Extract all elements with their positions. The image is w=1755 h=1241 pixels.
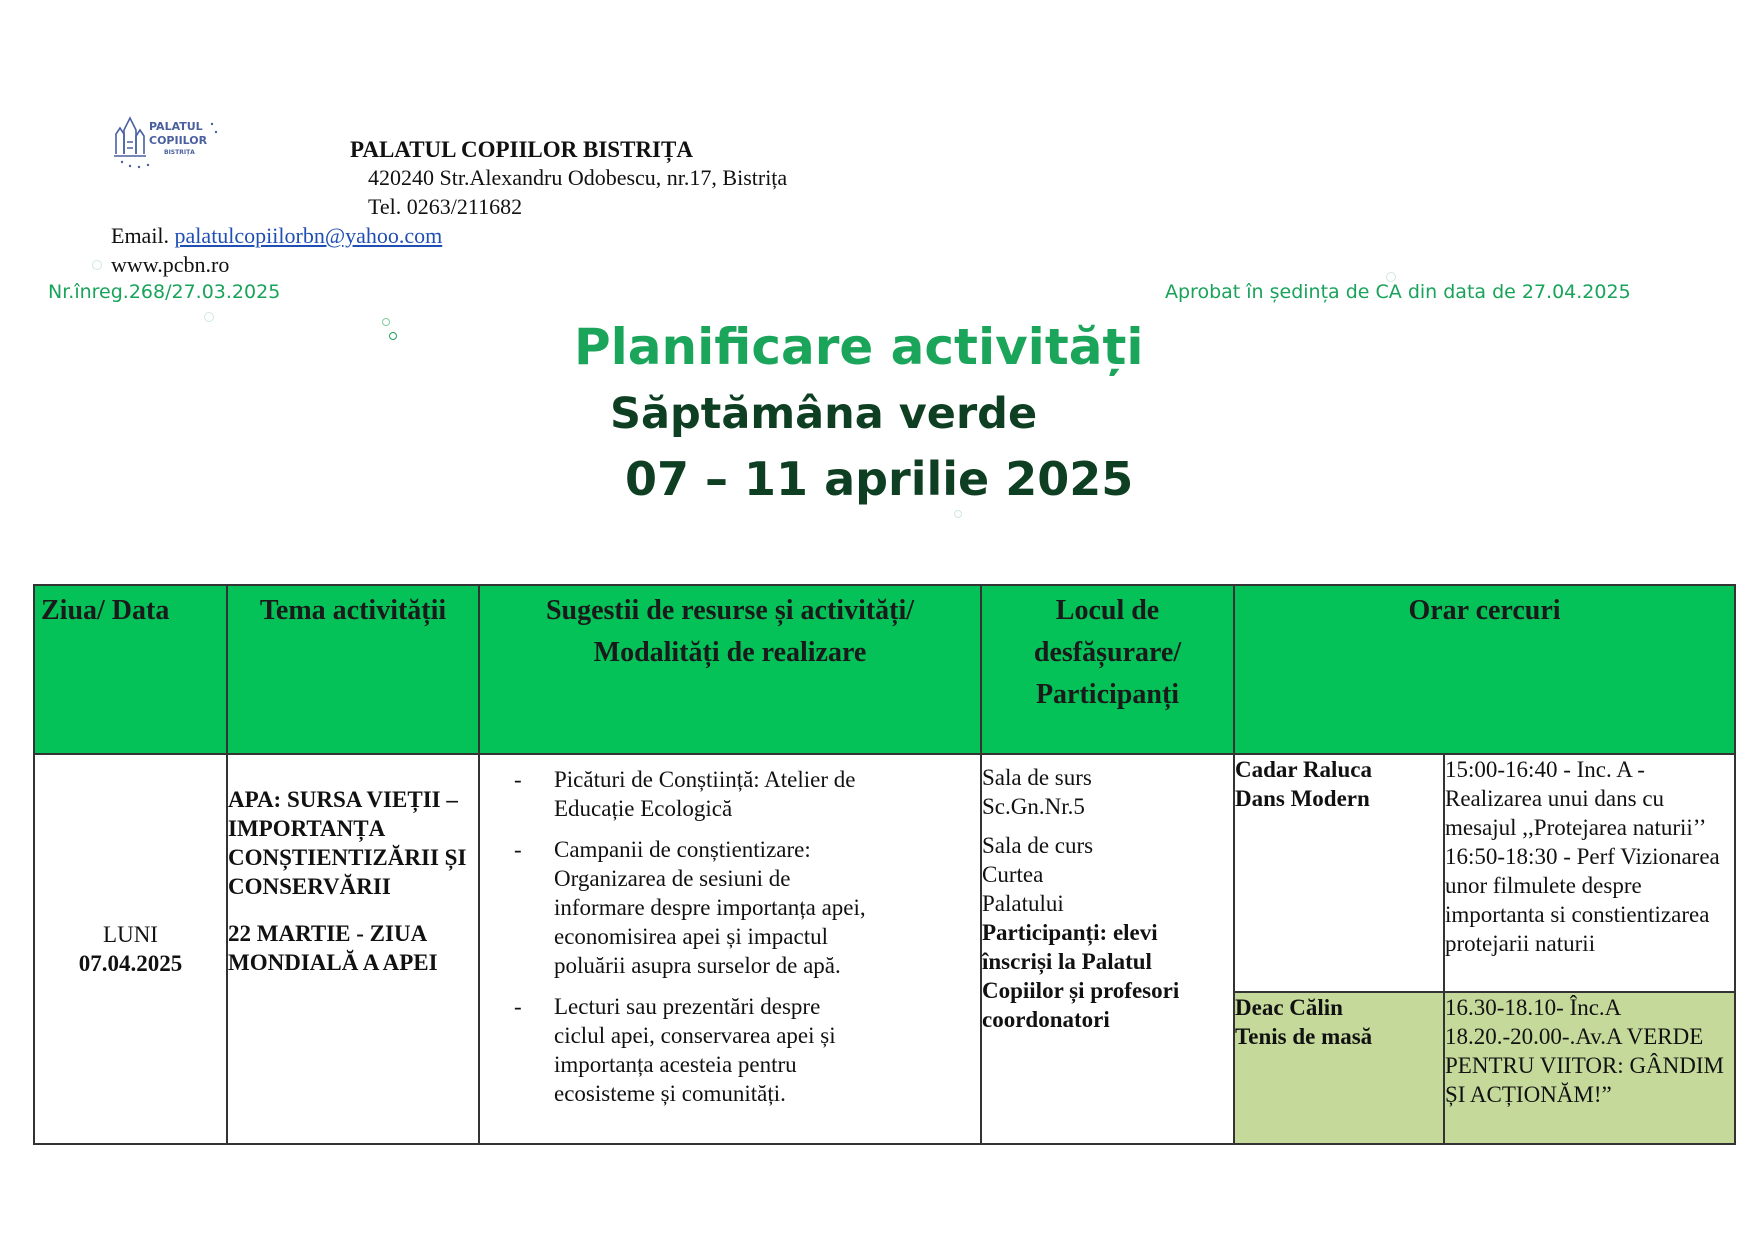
decorative-bubble [92, 260, 102, 270]
organization-phone: Tel. 0263/211682 [368, 194, 523, 219]
decorative-bubble [1386, 272, 1396, 282]
activities-cell [479, 754, 981, 1144]
list-item: - Campanii de conștientizare: Organizarea de sesiuni de informare despre importanța apei, economisirea apei și impactul poluării asupra surselor de apă. [554, 835, 869, 980]
club-teacher-name: Cadar Raluca [1235, 757, 1372, 782]
header-location-line3: Participanți [1035, 679, 1180, 710]
page-title: Planificare activități [574, 318, 1144, 376]
header-theme: Tema activității [227, 585, 479, 754]
header-location-line1: Locul de [1055, 595, 1160, 626]
header-resources [479, 585, 981, 754]
day-name: LUNI [103, 922, 158, 947]
club-discipline: Tenis de masă [1235, 1024, 1373, 1049]
location-line: Sala de surs [982, 765, 1092, 790]
organization-name: PALATUL COPIILOR BISTRIȚA [350, 137, 693, 162]
header-resources-line1: Sugestii de resurse și activități/ [545, 595, 915, 626]
location-line: Sc.Gn.Nr.5 [982, 794, 1085, 819]
theme-subtitle: 22 MARTIE - ZIUA MONDIALĂ A APEI [228, 921, 438, 975]
club-schedule-cell: 15:00-16:40 - Inc. A - Realizarea unui dans cu mesajul ,,Protejarea naturii’’ 16:50-18:30 - Perf Vizionarea unor filmulete despre importanta si constientizarea protejarii naturii [1444, 754, 1735, 992]
table-row [34, 754, 1735, 992]
decorative-bubble [954, 510, 962, 518]
club-teacher-name: Deac Călin [1235, 995, 1343, 1020]
website-url: www.pcbn.ro [111, 252, 230, 277]
day-date: 07.04.2025 [78, 951, 183, 976]
location-line: Palatului [982, 891, 1064, 916]
page-subtitle: Săptămâna verde [610, 389, 1038, 439]
list-item: - Picături de Conștiință: Atelier de Educație Ecologică [554, 765, 869, 823]
theme-title: APA: SURSA VIEȚII – IMPORTANȚA CONȘTIENTIZĂRII ȘI CONSERVĂRII [228, 787, 467, 899]
registration-number: Nr.înreg.268/27.03.2025 [48, 281, 281, 303]
date-range: 07 – 11 aprilie 2025 [625, 452, 1134, 506]
decorative-bubble [382, 318, 390, 326]
club-teacher-cell [1234, 754, 1444, 992]
svg-text:BISTRIȚA: BISTRIȚA [164, 149, 195, 156]
email-label: Email. [111, 223, 170, 248]
header-schedule: Orar cercuri [1234, 585, 1735, 754]
decorative-bubble [204, 312, 214, 322]
location-line: Curtea [982, 862, 1044, 887]
header-location-line2: desfășurare/ [1033, 637, 1182, 668]
day-cell [34, 754, 227, 1144]
club-discipline: Dans Modern [1235, 786, 1370, 811]
activities-list [480, 765, 980, 1108]
email-link[interactable]: palatulcopiilorbn@yahoo.com [174, 223, 443, 248]
table-header-row [34, 585, 1735, 754]
theme-cell [227, 754, 479, 1144]
activity-schedule-table [33, 584, 1736, 1145]
club-schedule-cell: 16.30-18.10- Înc.A 18.20.-20.00-.Av.A VERDE PENTRU VIITOR: GÂNDIM ȘI ACȚIONĂM!” [1444, 992, 1735, 1144]
header-day: Ziua/ Data [34, 585, 227, 754]
decorative-bubble [389, 332, 397, 340]
location-cell [981, 754, 1234, 1144]
club-teacher-cell [1234, 992, 1444, 1144]
email-line [111, 223, 442, 249]
list-item: - Lecturi sau prezentări despre ciclul apei, conservarea apei și importanța acesteia pentru ecosisteme și comunități. [554, 992, 869, 1108]
header-resources-line2: Modalități de realizare [593, 637, 867, 668]
svg-text:COPIILOR: COPIILOR [149, 134, 208, 147]
approval-note: Aprobat în ședința de CA din data de 27.04.2025 [1165, 281, 1631, 303]
svg-text:PALATUL: PALATUL [149, 120, 203, 133]
organization-address: 420240 Str.Alexandru Odobescu, nr.17, Bistrița [368, 165, 788, 190]
participants: Participanți: elevi înscriși la Palatul Copiilor și profesori coordonatori [982, 920, 1180, 1032]
header-location [981, 585, 1234, 754]
location-line: Sala de curs [982, 833, 1094, 858]
palatul-copiilor-logo [112, 112, 232, 174]
